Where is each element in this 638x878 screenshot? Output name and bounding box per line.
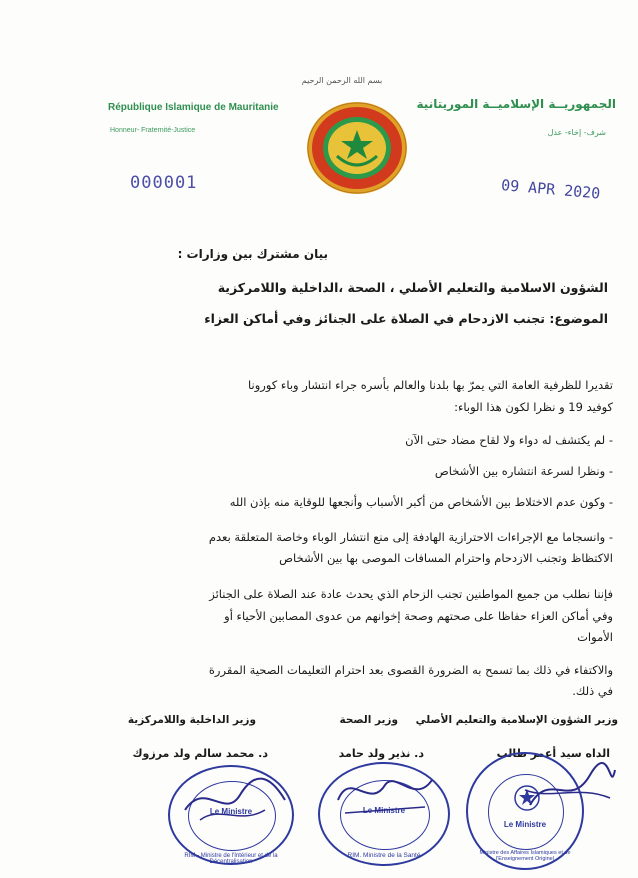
paragraph-request-1: فإننا نطلب من جميع المواطنين تجنب الزحام الذي يحدث عادة عند الصلاة على الجنائز: [209, 587, 613, 601]
islamic-stamp-ring: Ministre des Affaires Islamiques et de l'Enseignement Originel: [479, 850, 571, 862]
fr-motto: Honneur- Fraternité-Justice: [110, 127, 196, 134]
islamic-signature-icon: [520, 760, 620, 820]
interior-stamp-ring: RIM - Ministre de l'Intérieur et de la Décentralisation: [184, 853, 278, 865]
paragraph-limit-2: في ذلك.: [572, 684, 613, 698]
interior-minister-title: وزير الداخلية واللامركزية: [127, 714, 256, 726]
statement-title: بيان مشترك بين وزارات :: [177, 247, 328, 261]
date-stamp: 09 APR 2020: [500, 176, 601, 203]
health-stamp-label: Le Ministre: [362, 806, 406, 815]
basmala: بسم الله الرحمن الرحيم: [301, 76, 383, 85]
paragraph-limit-1: والاكتفاء في ذلك بما تسمح به الضرورة القصوى بعد احترام التعليمات الصحية المقررة: [208, 663, 613, 677]
paragraph-request-2: وفي أماكن العزاء حفاظا على صحتهم وصحة إخوانهم من عدوى المصابين الأحياء أو: [224, 609, 613, 623]
health-minister-title: وزير الصحة: [339, 714, 398, 726]
bullet-no-cure: - لم يكتشف له دواء ولا لقاح مضاد حتى الآن: [405, 433, 613, 447]
interior-signature-icon: [180, 770, 290, 830]
paragraph-request-3: الأموات: [577, 630, 613, 644]
subject-line: الموضوع: تجنب الازدحام في الصلاة على الجنائز وفي أماكن العزاء: [204, 311, 608, 326]
national-seal-icon: [304, 100, 410, 196]
interior-stamp-label: Le Ministre: [209, 807, 253, 816]
health-signature-icon: [330, 765, 440, 825]
bullet-measures-1: - وانسجاما مع الإجراءات الاحترازية الهادفة إلى منع انتشار الوباء وخاصة المتعلقة بعدم: [208, 530, 613, 544]
bullet-fast-spread: - ونظرا لسرعة انتشاره بين الأشخاص: [434, 464, 613, 478]
fr-republic-heading: République Islamique de Mauritanie: [108, 102, 279, 113]
ministries-line: الشؤون الاسلامية والتعليم الأصلي ، الصحة ،الداخلية واللامركزية: [217, 280, 608, 295]
ar-republic-heading: الجمهوريــة الإسلاميــة الموريتانية: [416, 97, 616, 111]
bullet-measures-2: الاكتظاظ وتجنب الازدحام واحترام المسافات الموصى بها بين الأشخاص: [279, 551, 613, 565]
bullet-distancing: - وكون عدم الاختلاط بين الأشخاص من أكبر الأسباب وأنجعها للوقاية منه بإذن الله: [229, 495, 613, 509]
interior-minister-name: د. محمد سالم ولد مرزوك: [132, 747, 268, 760]
health-minister-name: د. نذير ولد حامد: [338, 747, 424, 760]
paragraph-intro-1: تقديرا للظرفية العامة التي يمرّ بها بلدنا والعالم بأسره جراء انتشار وباء كورونا: [248, 378, 613, 392]
serial-number: 000001: [130, 173, 198, 193]
health-stamp-ring: RIM. Ministre de la Santé: [347, 852, 421, 859]
islamic-minister-title: وزير الشؤون الإسلامية والتعليم الأصلي: [415, 714, 618, 726]
islamic-minister-name: الداه سيد أعمر طالب: [496, 747, 610, 760]
islamic-stamp-label: Le Ministre: [503, 820, 547, 829]
paragraph-intro-2: كوفيد 19 و نظرا لكون هذا الوباء:: [454, 400, 613, 414]
ar-motto: شرف- إخاء- عدل: [547, 128, 606, 137]
